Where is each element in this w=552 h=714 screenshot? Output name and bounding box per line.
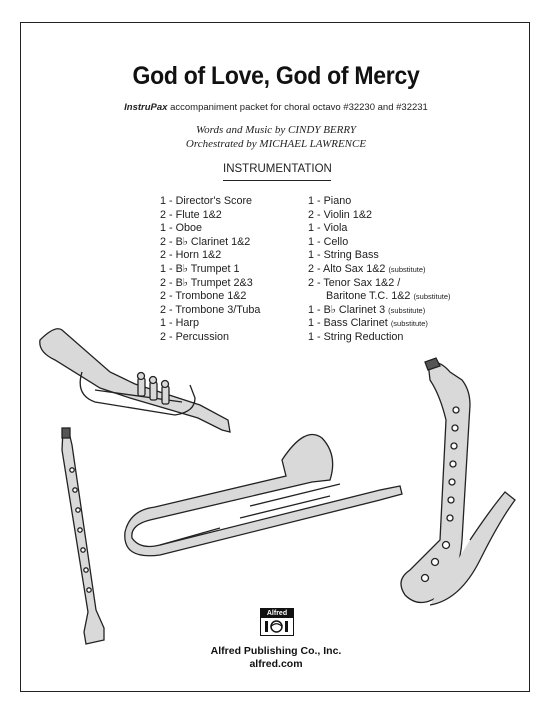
instrument-label: 2 - Alto Sax 1&2 [308,262,386,275]
trumpet-illustration [40,329,230,432]
instrument-label: 1 - B♭ Trumpet 1 [160,262,240,275]
publisher-info [0,645,552,671]
instrument-label: 1 - Bass Clarinet [308,317,388,330]
instrument-label: 1 - Viola [308,222,348,235]
instrument-label: 2 - Percussion [160,330,230,343]
instrument-label: 1 - Harp [160,317,200,330]
alfred-logo [260,608,294,636]
subtitle-text: accompaniment packet for choral octavo #32230 and #32231 [167,102,428,113]
instrument-label: 2 - B♭ Clarinet 1&2 [160,235,251,248]
trombone-illustration [125,434,402,555]
page-title: God of Love, God of Mercy [132,62,420,90]
instrument-label: 1 - B♭ Clarinet 3 [308,303,386,316]
saxophone-illustration [401,358,515,605]
instrument-substitute-note: (substitute) [388,305,426,315]
instrument-substitute-note: (substitute) [413,292,451,302]
instrument-label: 1 - String Bass [308,249,379,262]
instrument-substitute-note: (substitute) [390,319,428,329]
instrument-label: 2 - Trombone 3/Tuba [160,303,261,316]
instrument-label: 1 - Director's Score [160,195,253,207]
publisher-url: alfred.com [249,658,303,670]
instrument-label: 2 - Violin 1&2 [308,208,373,221]
instrument-label: 2 - Horn 1&2 [160,249,222,262]
instrument-label: 1 - String Reduction [308,330,404,343]
alfred-logo-wordmark: Alfred [261,609,293,618]
instrument-label: 2 - Tenor Sax 1&2 / [308,276,401,289]
instrument-label: 1 - Cello [308,235,349,248]
instrument-label: Baritone T.C. 1&2 [308,290,411,303]
orchestrator-credit: Orchestrated by MICHAEL LAWRENCE [185,138,367,150]
instrupax-brand: InstruPax [124,102,168,113]
instrument-label: 1 - Piano [308,195,352,207]
instrument-label: 2 - B♭ Trumpet 2&3 [160,276,253,289]
instrumentation-heading: INSTRUMENTATION [223,163,332,175]
clarinet-illustration [62,428,104,644]
publisher-name: Alfred Publishing Co., Inc. [210,645,342,657]
composer-credit: Words and Music by CINDY BERRY [195,124,356,136]
alfred-logo-icon [264,620,289,633]
instrument-label: 2 - Trombone 1&2 [160,290,247,303]
instrument-label: 1 - Oboe [160,222,203,235]
instrument-substitute-note: (substitute) [388,264,426,274]
instrument-label: 2 - Flute 1&2 [160,208,222,221]
